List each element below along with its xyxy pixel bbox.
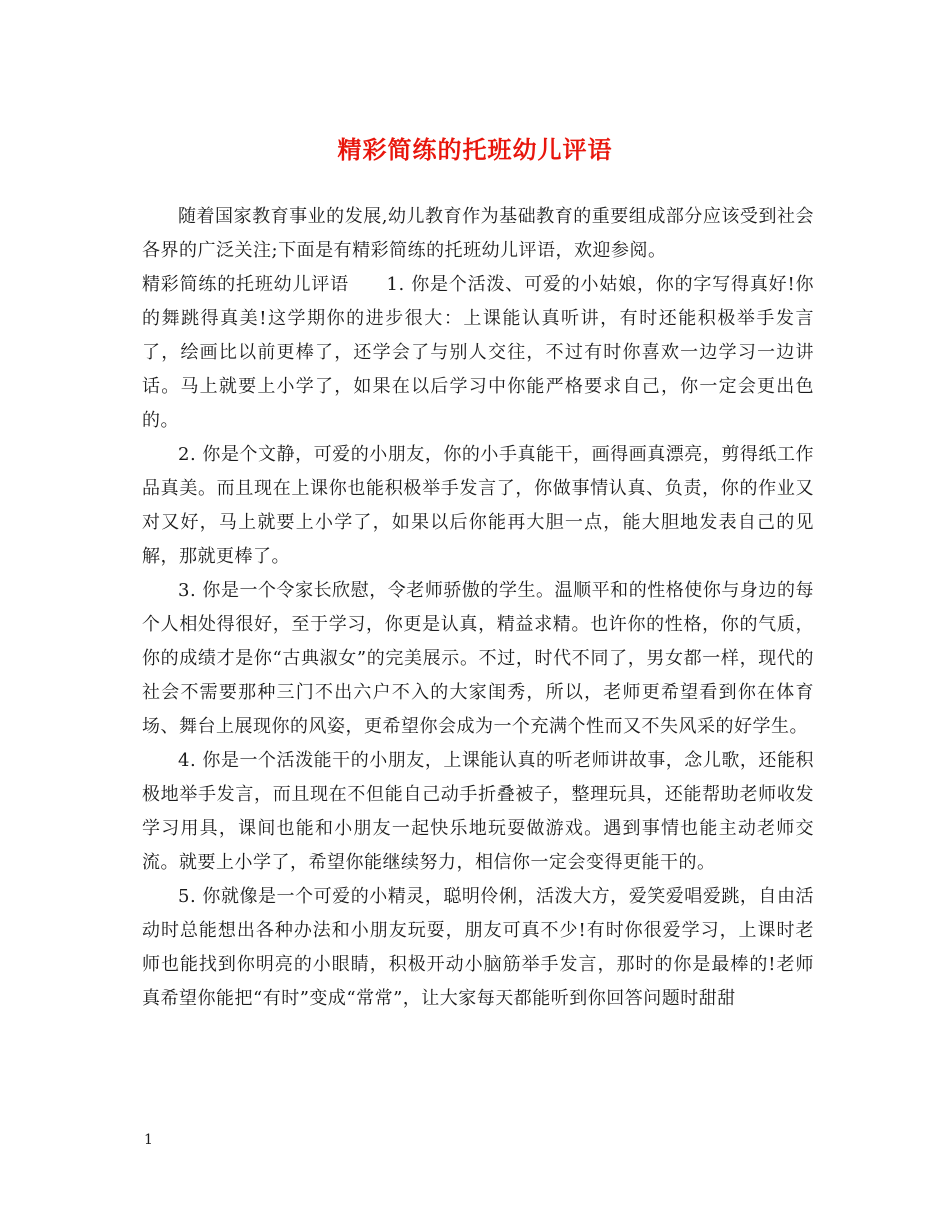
paragraph-1: 精彩简练的托班幼儿评语 1. 你是个活泼、可爱的小姑娘，你的字写得真好!你的舞跳得真美!这学期你的进步很大：上课能认真听讲，有时还能积极举手发言了，绘画比以前更棒了，还学会了与别人交往，不过有时你喜欢一边学习一边讲话。马上就要上小学了，如果在以后学习中你能严格要求自己，你一定会更出色的。 [142,274,814,431]
paragraph-4: 4. 你是一个活泼能干的小朋友，上课能认真的听老师讲故事，念儿歌，还能积极地举手发言，而且现在不但能自己动手折叠被子，整理玩具，还能帮助老师收发学习用具，课间也能和小朋友一起快乐地玩耍做游戏。遇到事情也能主动老师交流。就要上小学了，希望你能继续努力，相信你一定会变得更能干的。 [142,750,814,873]
document-body [142,200,814,1016]
intro-paragraph: 随着国家教育事业的发展,幼儿教育作为基础教育的重要组成部分应该受到社会各界的广泛关注;下面是有精彩简练的托班幼儿评语，欢迎参阅。 [142,206,814,261]
page-title: 精彩简练的托班幼儿评语 [337,135,613,164]
page-number: 1 [144,1132,153,1148]
paragraph-5: 5. 你就像是一个可爱的小精灵，聪明伶俐，活泼大方，爱笑爱唱爱跳，自由活动时总能想出各种办法和小朋友玩耍，朋友可真不少!有时你很爱学习，上课时老师也能找到你明亮的小眼睛，积极开动小脑筋举手发言，那时的你是最棒的!老师真希望你能把“有时”变成“常常”，让大家每天都能听到你回答问题时甜甜 [142,886,814,1009]
paragraph-3: 3. 你是一个令家长欣慰，令老师骄傲的学生。温顺平和的性格使你与身边的每个人相处得很好，至于学习，你更是认真，精益求精。也许你的性格，你的气质，你的成绩才是你“古典淑女”的完美展示。不过，时代不同了，男女都一样，现代的社会不需要那种三门不出六户不入的大家闺秀，所以，老师更希望看到你在体育场、舞台上展现你的风姿，更希望你会成为一个充满个性而又不失风采的好学生。 [142,580,814,737]
paragraph-2: 2. 你是个文静，可爱的小朋友，你的小手真能干，画得画真漂亮，剪得纸工作品真美。而且现在上课你也能积极举手发言了，你做事情认真、负责，你的作业又对又好，马上就要上小学了，如果以后你能再大胆一点，能大胆地发表自己的见解，那就更棒了。 [142,444,814,567]
